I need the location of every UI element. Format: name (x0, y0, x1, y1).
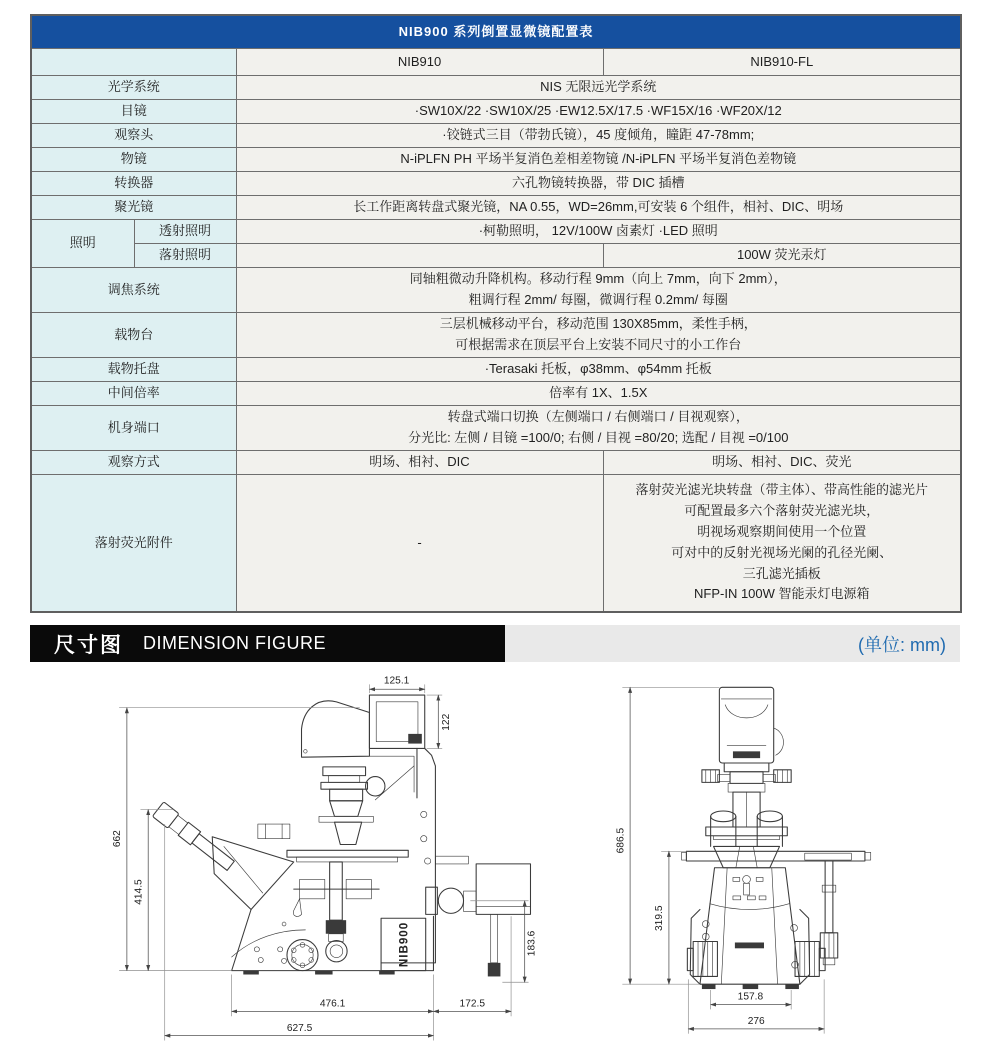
row-label-illumination: 照明 (31, 220, 134, 268)
dim-width-total: 627.5 (286, 1022, 313, 1034)
dim-height-handle: 183.6 (526, 930, 538, 957)
col-header-nib910: NIB910 (236, 49, 603, 76)
dim-width-base-front: 276 (747, 1015, 765, 1027)
row-sublabel-transmitted: 透射照明 (134, 220, 236, 244)
front-view-microscope-body (682, 687, 871, 989)
row-label-condenser: 聚光镜 (31, 196, 236, 220)
dimension-title-zh: 尺寸图 (54, 633, 123, 657)
corner-cell (31, 49, 236, 76)
row-label-objective: 物镜 (31, 148, 236, 172)
row-label-head: 观察头 (31, 124, 236, 148)
side-view-dimensions (112, 675, 537, 1040)
row-value-reflected-nib910 (236, 244, 603, 268)
fluor-line-5: 三孔滤光插板 (742, 565, 821, 581)
ports-line-2: 分光比: 左侧 / 目镜 =100/0; 右侧 / 目视 =80/20; 选配 / 目视 =0/100 (408, 430, 789, 445)
row-value-ports (236, 406, 961, 451)
dim-height-total-front: 686.5 (615, 827, 627, 854)
row-value-observation-nib910fl: 明场、相衬、DIC、荧光 (603, 451, 961, 475)
row-value-stage (236, 313, 961, 358)
fluor-line-2: 可配置最多六个落射荧光滤光块， (684, 503, 880, 519)
row-label-observation: 观察方式 (31, 451, 236, 475)
row-value-objective: N-iPLFN PH 平场半复消色差相差物镜 /N-iPLFN 平场半复消色差物镜 (236, 148, 961, 172)
row-value-fluorescence-nib910fl (603, 475, 961, 612)
row-label-ports: 机身端口 (31, 406, 236, 451)
dim-height-lamp: 122 (440, 713, 452, 731)
row-value-condenser: 长工作距离转盘式聚光镜，NA 0.55，WD=26mm,可安装 6 个组件，相衬、DIC、明场 (236, 196, 961, 220)
row-value-reflected-nib910fl: 100W 荧光汞灯 (603, 244, 961, 268)
microscope-side-view-drawing (90, 668, 546, 1053)
row-value-fluorescence-nib910: - (236, 475, 603, 612)
fluor-line-4: 可对中的反射光视场光阑的孔径光阑、 (671, 544, 893, 560)
dim-width-top: 125.1 (383, 675, 410, 687)
row-label-stage: 载物台 (31, 313, 236, 358)
row-value-tray: ·Terasaki 托板，φ38mm、φ54mm 托板 (236, 358, 961, 382)
row-label-optical: 光学系统 (31, 76, 236, 100)
dimension-unit-bar (505, 625, 960, 662)
dim-height-eyepiece: 414.5 (133, 879, 145, 905)
model-label: NIB900 (397, 921, 411, 968)
stage-line-1: 三层机械移动平台，移动范围 130X85mm，柔性手柄， (439, 316, 757, 332)
ports-line-1: 转盘式端口切换（左侧端口 / 右侧端口 / 目视观察）， (447, 409, 749, 425)
row-value-head: ·铰链式三目（带勃氏镜），45 度倾角，瞳距 47-78mm; (236, 124, 961, 148)
row-label-magnification: 中间倍率 (31, 382, 236, 406)
dim-height-stage: 319.5 (654, 905, 666, 931)
row-label-nosepiece: 转换器 (31, 172, 236, 196)
row-sublabel-reflected: 落射照明 (134, 244, 236, 268)
row-value-transmitted: ·柯勒照明， 12V/100W 卤素灯 ·LED 照明 (236, 220, 961, 244)
dim-width-base-side: 476.1 (319, 998, 346, 1010)
row-label-fluorescence: 落射荧光附件 (31, 475, 236, 612)
row-value-nosepiece: 六孔物镜转换器，带 DIC 插槽 (236, 172, 961, 196)
fluor-line-6: NFP-IN 100W 智能汞灯电源箱 (694, 586, 870, 602)
dimension-title-en: DIMENSION FIGURE (143, 633, 327, 653)
row-value-focus (236, 268, 961, 313)
spec-table (30, 14, 962, 613)
col-header-nib910-fl: NIB910-FL (603, 49, 961, 76)
row-label-focus: 调焦系统 (31, 268, 236, 313)
fluor-line-3: 明视场观察期间使用一个位置 (697, 523, 867, 539)
row-value-eyepiece: ·SW10X/22 ·SW10X/25 ·EW12.5X/17.5 ·WF15X/16 ·WF20X/12 (236, 100, 961, 124)
dimension-figures (30, 668, 960, 1053)
dim-width-right: 172.5 (459, 998, 486, 1010)
dimension-title-bar (30, 625, 505, 662)
row-value-optical: NIS 无限远光学系统 (236, 76, 961, 100)
focus-line-1: 同轴粗微动升降机构。移动行程 9mm（向上 7mm，向下 2mm）， (409, 271, 787, 287)
focus-line-2: 粗调行程 2mm/ 每圈，微调行程 0.2mm/ 每圈 (468, 292, 728, 307)
fluor-line-1: 落射荧光滤光块转盘（带主体）、带高性能的滤光片 (635, 482, 929, 498)
row-label-eyepiece: 目镜 (31, 100, 236, 124)
dim-height-total-side: 662 (112, 830, 124, 848)
table-title: NIB900 系列倒置显微镜配置表 (31, 15, 961, 49)
dim-width-inner: 157.8 (737, 991, 764, 1003)
row-value-magnification: 倍率有 1X、1.5X (236, 382, 961, 406)
row-value-observation-nib910: 明场、相衬、DIC (236, 451, 603, 475)
dimension-section-header (30, 625, 960, 662)
side-view-microscope-body (152, 695, 530, 976)
dimension-unit-label: (单位: mm) (858, 634, 946, 655)
microscope-front-view-drawing (601, 668, 960, 1053)
row-label-tray: 载物托盘 (31, 358, 236, 382)
stage-line-2: 可根据需求在顶层平台上安装不同尺寸的小工作台 (455, 337, 742, 352)
